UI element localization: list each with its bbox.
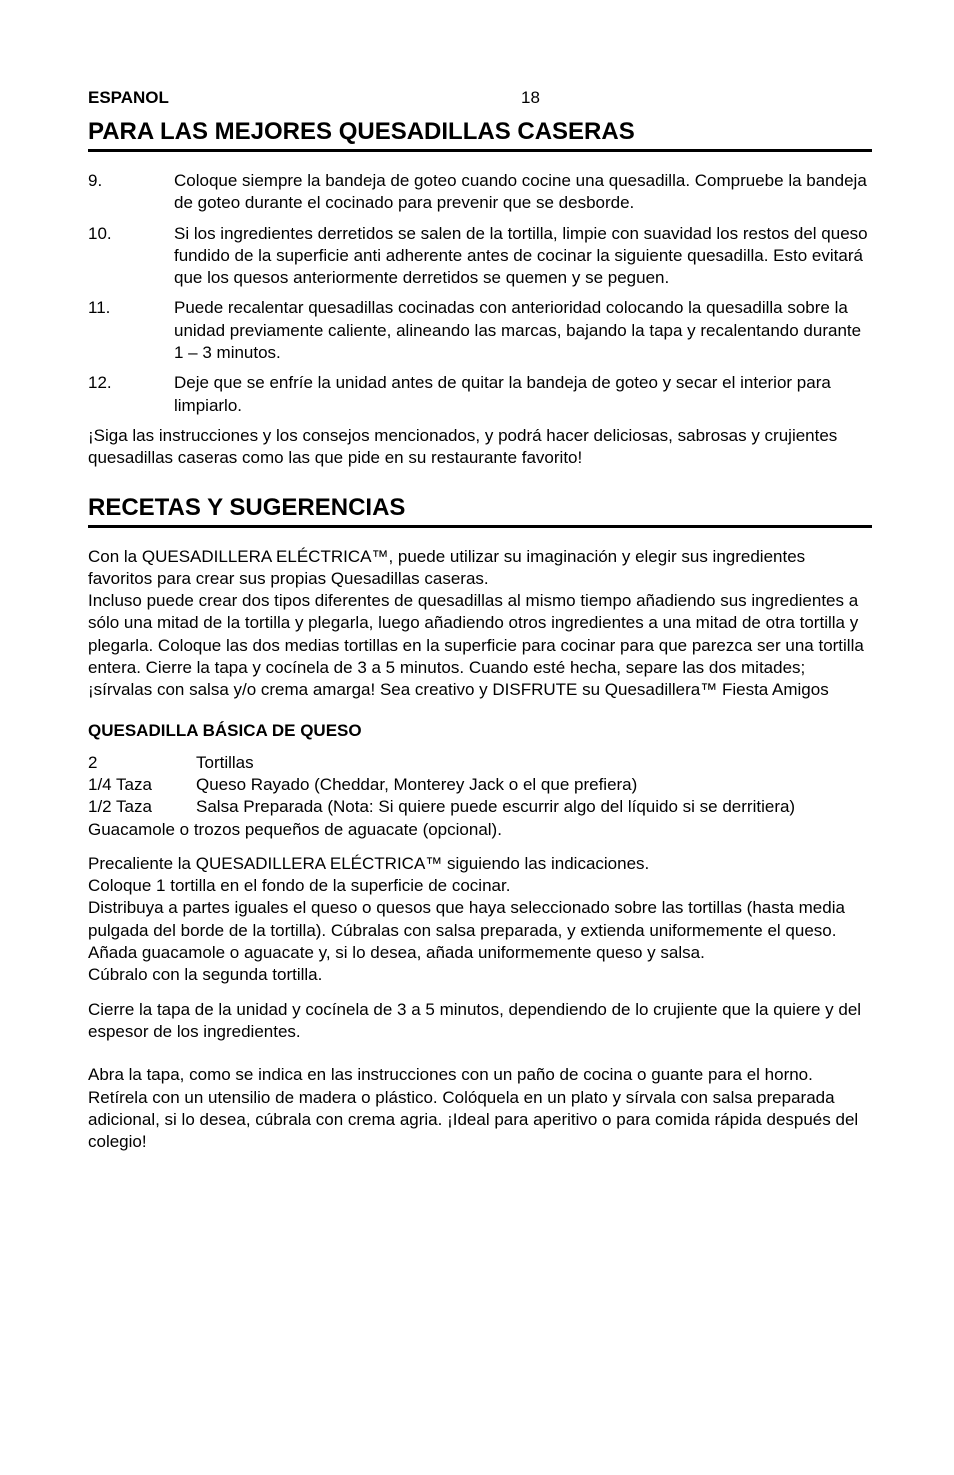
recipe-step: Precaliente la QUESADILLERA ELÉCTRICA™ siguiendo las indicaciones.	[88, 853, 650, 873]
intro-paragraph: Incluso puede crear dos tipos diferentes de quesadillas al mismo tiempo añadiendo sus ingredientes a sólo una mitad de la tortilla y plegarla, luego añadiendo otros ingredientes a una mitad de otra tortilla y plegarla. Coloque las dos medias tortillas en la superficie para cocinar para que parezca ser una tortilla entera. Cierre la tapa y cocínela de 3 a 5 minutos. Cuando esté hecha, separe las dos mitades; ¡sírvalas con salsa y/o crema amarga! Sea creativo y DISFRUTE su Quesadillera™ Fiesta Amigos	[88, 591, 864, 700]
page-number: 18	[521, 88, 540, 107]
recipe-title: QUESADILLA BÁSICA DE QUESO	[88, 720, 362, 740]
ingredient-row	[88, 796, 872, 818]
section-title-recipes: RECETAS Y SUGERENCIAS	[88, 494, 872, 528]
list-item	[88, 372, 872, 417]
item-number: 11.	[88, 298, 111, 318]
recipe-steps	[88, 853, 872, 987]
cook-instructions: Cierre la tapa de la unidad y cocínela de 3 a 5 minutos, dependiendo de lo crujiente que la quiere y del espesor de los ingredientes.	[88, 999, 862, 1041]
recipe-step: Coloque 1 tortilla en el fondo de la superficie de cocinar.	[88, 876, 511, 896]
language-label: ESPANOL	[88, 88, 169, 107]
item-number: 10.	[88, 223, 112, 243]
closing-paragraph: ¡Siga las instrucciones y los consejos mencionados, y podrá hacer deliciosas, sabrosas y crujientes quesadillas caseras como las que pide en su restaurante favorito!	[88, 425, 838, 468]
ingredient-name: Queso Rayado (Cheddar, Monterey Jack o el que prefiera)	[196, 774, 638, 794]
list-item	[88, 297, 872, 364]
item-text: Coloque siempre la bandeja de goteo cuando cocine una quesadilla. Compruebe la bandeja de goteo durante el cocinado para prevenir que se desborde.	[174, 171, 867, 213]
serve-instructions: Abra la tapa, como se indica en las instrucciones con un paño de cocina o guante para el horno. Retírela con un utensilio de madera o plástico. Colóquela en un plato y sírvala con salsa preparada adicional, si lo desea, cúbrala con crema agria. ¡Ideal para aperitivo o para comida rápida después del colegio!	[88, 1065, 859, 1152]
list-item	[88, 170, 872, 215]
recipe-step: Añada guacamole o aguacate y, si lo desea, añada uniformemente queso y salsa.	[88, 943, 705, 963]
ingredients-list	[88, 752, 872, 841]
item-text: Deje que se enfríe la unidad antes de quitar la bandeja de goteo y secar el interior para limpiarlo.	[174, 373, 831, 415]
ingredient-quantity: 1/2 Taza	[88, 797, 152, 817]
item-text: Puede recalentar quesadillas cocinadas con anterioridad colocando la quesadilla sobre la unidad previamente caliente, alineando las marcas, bajando la tapa y recalentando durante 1 – 3 minutos.	[174, 298, 862, 363]
intro-paragraph: Con la QUESADILLERA ELÉCTRICA™, puede utilizar su imaginación y elegir sus ingredientes favoritos para crear sus propias Quesadillas caseras.	[88, 546, 806, 588]
optional-ingredient: Guacamole o trozos pequeños de aguacate (opcional).	[88, 819, 502, 839]
tips-list	[88, 170, 872, 417]
ingredient-quantity: 1/4 Taza	[88, 774, 152, 794]
recipes-intro	[88, 546, 872, 702]
section-title-best-quesadillas: PARA LAS MEJORES QUESADILLAS CASERAS	[88, 118, 872, 152]
recipe-step: Cúbralo con la segunda tortilla.	[88, 965, 323, 985]
page-header	[88, 88, 872, 110]
item-number: 9.	[88, 171, 103, 190]
manual-page	[88, 88, 872, 1153]
item-number: 12.	[88, 373, 112, 393]
recipe-step: Distribuya a partes iguales el queso o quesos que haya seleccionado sobre las tortillas (hasta media pulgada del borde de la tortilla). Cúbralas con salsa preparada, y extienda uniformemente el queso.	[88, 898, 845, 940]
ingredient-name: Salsa Preparada (Nota: Si quiere puede escurrir algo del líquido si se derritiera)	[196, 797, 796, 817]
ingredient-row	[88, 752, 872, 774]
list-item	[88, 223, 872, 290]
ingredient-row	[88, 774, 872, 796]
item-text: Si los ingredientes derretidos se salen de la tortilla, limpie con suavidad los restos del queso fundido de la superficie anti adherente antes de cocinar la siguiente quesadilla. Esto evitará que los quesos anteriormente derretidos se quemen y se peguen.	[174, 223, 868, 288]
ingredient-name: Tortillas	[196, 752, 254, 772]
ingredient-quantity: 2	[88, 752, 98, 772]
